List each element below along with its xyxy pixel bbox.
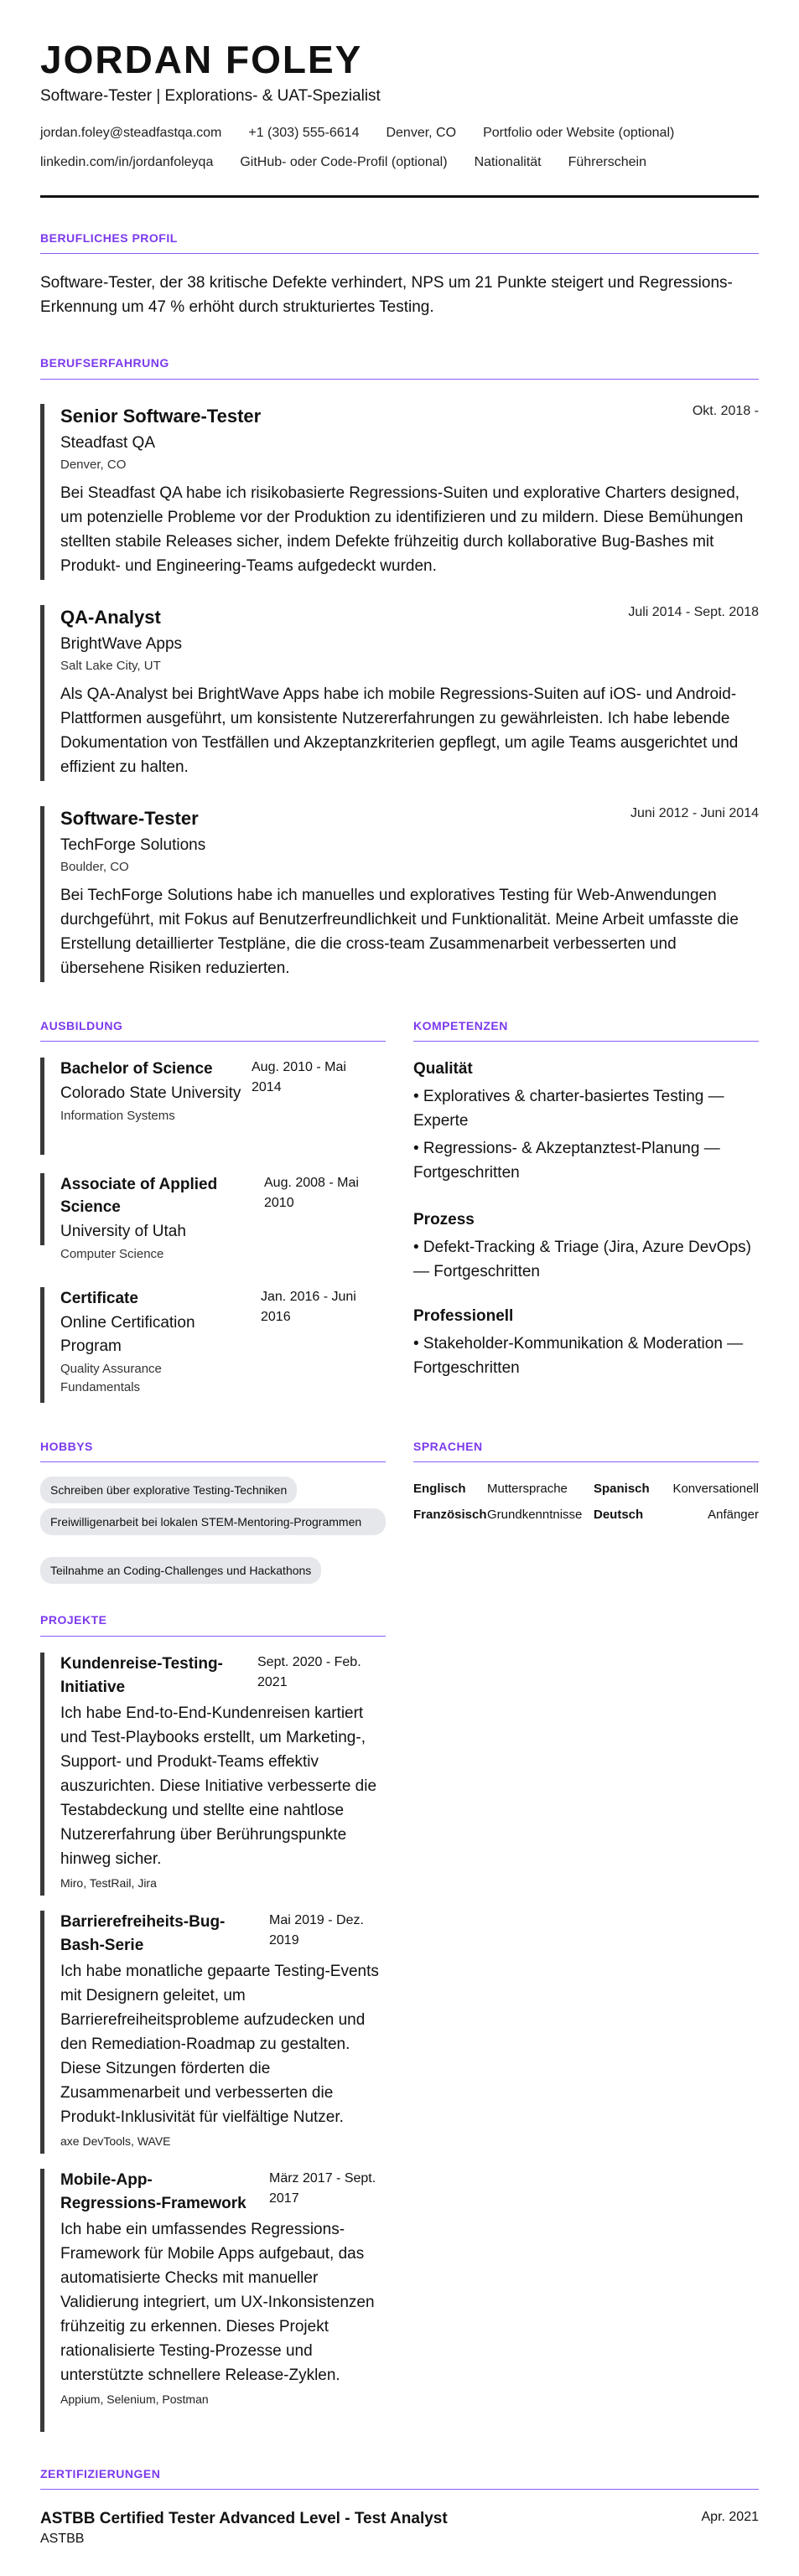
hobby-chip: Freiwilligenarbeit bei lokalen STEM-Mentoring-Programmen [40, 1508, 386, 1535]
language-name: Spanisch [594, 1482, 650, 1496]
project-date: Mai 2019 - Dez. 2019 [269, 1913, 364, 1948]
education-entry [40, 1058, 386, 1155]
section-divider [413, 1041, 759, 1042]
skill-group-title: Qualität [413, 1060, 473, 1078]
education-degree: Certificate [60, 1290, 138, 1307]
education-date: Aug. 2008 - Mai 2010 [264, 1176, 359, 1210]
job-location: Boulder, CO [60, 860, 129, 874]
project-title: Kundenreise-Testing-Initiative [60, 1655, 223, 1696]
education-field: Computer Science [60, 1247, 164, 1261]
job-company: TechForge Solutions [60, 836, 206, 854]
job-entry [40, 806, 759, 982]
section-divider [413, 1461, 759, 1462]
job-entry [40, 404, 759, 580]
education-date: Aug. 2010 - Mai 2014 [252, 1060, 346, 1094]
section-divider [40, 253, 759, 254]
education-school: Colorado State University [60, 1084, 241, 1102]
section-divider [40, 2489, 759, 2490]
project-date: März 2017 - Sept. 2017 [269, 2171, 376, 2206]
job-company: BrightWave Apps [60, 635, 183, 653]
header-divider [40, 195, 759, 198]
language-level: Grundkenntnisse [487, 1508, 583, 1522]
language-level: Konversationell [672, 1482, 759, 1496]
hobby-chip: Teilnahme an Coding-Challenges und Hackathons [40, 1557, 321, 1584]
project-title: Barrierefreiheits-Bug-Bash-Serie [60, 1913, 226, 1954]
project-date: Sept. 2020 - Feb. 2021 [257, 1655, 361, 1689]
candidate-name: JORDAN FOLEY [40, 38, 363, 81]
github-link[interactable]: GitHub- oder Code-Profil (optional) [240, 155, 448, 169]
section-divider [40, 379, 759, 380]
project-tech: axe DevTools, WAVE [60, 2134, 171, 2148]
education-field: Information Systems [60, 1109, 175, 1123]
contact-row-1 [40, 126, 759, 141]
education-entry [40, 1173, 386, 1261]
linkedin-link[interactable]: linkedin.com/in/jordanfoleyqa [40, 155, 214, 169]
section-title-certifications: ZERTIFIZIERUNGEN [40, 2467, 161, 2480]
skill-item: • Exploratives & charter-basiertes Testing — Experte [413, 1088, 724, 1130]
skill-item: • Stakeholder-Kommunikation & Moderation — Fortgeschritten [413, 1335, 744, 1377]
section-title-projects: PROJEKTE [40, 1613, 107, 1627]
contact-row-2 [40, 155, 759, 170]
candidate-subtitle: Software-Tester | Explorations- & UAT-Spezialist [40, 87, 381, 105]
job-date: Okt. 2018 - [692, 404, 759, 418]
language-name: Deutsch [594, 1508, 644, 1522]
job-date: Juli 2014 - Sept. 2018 [628, 605, 759, 619]
section-title-skills: KOMPETENZEN [413, 1019, 508, 1032]
education-degree: Associate of Applied Science [60, 1176, 218, 1216]
skill-item: • Defekt-Tracking & Triage (Jira, Azure DevOps) — Fortgeschritten [413, 1239, 751, 1280]
nationality: Nationalität [474, 155, 542, 169]
skill-group [413, 1305, 759, 1380]
language-name: Englisch [413, 1482, 466, 1496]
certification-date: Apr. 2021 [701, 2510, 759, 2524]
education-entry [40, 1287, 386, 1403]
job-entry [40, 605, 759, 781]
job-description: Bei TechForge Solutions habe ich manuelles und exploratives Testing für Web-Anwendungen durchgeführt, mit Fokus auf Benutzerfreundlichkeit und Funktionalität. Meine Arbeit umfasste die Erstellung detaillierter Testpläne, die die cross-team Zusammenarbeit verbesserten und übersehene Risiken reduzierten. [60, 887, 739, 977]
profile-summary: Software-Tester, der 38 kritische Defekte verhindert, NPS um 21 Punkte steigert und Regressions-Erkennung um 47 % erhöht durch strukturiertes Testing. [40, 274, 733, 316]
certification-issuer: ASTBB [40, 2532, 85, 2546]
job-description: Als QA-Analyst bei BrightWave Apps habe ich mobile Regressions-Suiten auf iOS- und Android-Plattformen ausgeführt, um konsistente Nutzererfahrungen zu gewährleisten. Ich habe lebende Dokumentation von Testfällen und Akzeptanzkriterien gepflegt, um agile Teams ausgerichtet und effizient zu halten. [60, 685, 739, 776]
phone-number[interactable]: +1 (303) 555-6614 [248, 126, 360, 140]
project-description: Ich habe End-to-End-Kundenreisen kartiert und Test-Playbooks erstellt, um Marketing-, Support- und Produkt-Teams effektiv auszurichten. Diese Initiative verbesserte die Testabdeckung und stellte eine nahtlose Nutzererfahrung über Berührungspunkte hinweg sicher. [60, 1704, 377, 1868]
job-title: Software-Tester [60, 808, 199, 829]
education-date: Jan. 2016 - Juni 2016 [261, 1290, 356, 1324]
project-entry [40, 1911, 386, 2154]
section-title-experience: BERUFSERFAHRUNG [40, 356, 169, 370]
project-title: Mobile-App-Regressions-Framework [60, 2171, 246, 2212]
education-degree: Bachelor of Science [60, 1060, 213, 1078]
job-description: Bei Steadfast QA habe ich risikobasierte Regressions-Suiten und explorative Charters designed, um potenzielle Probleme vor der Produktion zu identifizieren und zu mildern. Diese Bemühungen stellten stabile Releases sicher, indem Defekte frühzeitig durch kollaborative Bug-Bashes mit Produkt- und Engineering-Teams aufgedeckt wurden. [60, 484, 744, 575]
section-title-profile: BERUFLICHES PROFIL [40, 231, 178, 245]
job-location: Denver, CO [60, 458, 127, 472]
project-description: Ich habe monatliche gepaarte Testing-Events mit Designern geleitet, um Barrierefreiheitsprobleme aufzudecken und den Remediation-Roadmap zu gestalten. Diese Sitzungen förderten die Zusammenarbeit und verbesserten die Produkt-Inklusivität für vielfältige Nutzer. [60, 1963, 379, 2126]
portfolio-link[interactable]: Portfolio oder Website (optional) [483, 126, 675, 140]
project-description: Ich habe ein umfassendes Regressions-Framework für Mobile Apps aufgebaut, das automatisierte Checks mit manueller Validierung integriert, um UX-Inkonsistenzen frühzeitig zu erkennen. Dieses Projekt rationalisierte Testing-Prozesse und unterstützte schnellere Release-Zyklen. [60, 2221, 375, 2384]
job-date: Juni 2012 - Juni 2014 [630, 806, 759, 820]
project-tech: Appium, Selenium, Postman [60, 2392, 209, 2406]
language-level: Muttersprache [487, 1482, 568, 1496]
education-field: Quality Assurance Fundamentals [60, 1362, 162, 1394]
location: Denver, CO [386, 126, 457, 140]
skill-item: • Regressions- & Akzeptanztest-Planung — Fortgeschritten [413, 1140, 720, 1182]
job-location: Salt Lake City, UT [60, 659, 161, 673]
section-divider [40, 1636, 386, 1637]
skill-group [413, 1058, 759, 1185]
language-level: Anfänger [708, 1508, 759, 1522]
drivers-license: Führerschein [568, 155, 646, 169]
section-title-hobbies: HOBBYS [40, 1440, 93, 1453]
project-tech: Miro, TestRail, Jira [60, 1876, 157, 1890]
education-school: University of Utah [60, 1223, 186, 1240]
education-school: Online Certification Program [60, 1314, 195, 1355]
skill-group [413, 1208, 759, 1284]
skill-group-title: Prozess [413, 1211, 475, 1229]
job-title: Senior Software-Tester [60, 406, 262, 427]
project-entry [40, 1653, 386, 1896]
email-link[interactable]: jordan.foley@steadfastqa.com [40, 126, 222, 140]
job-company: Steadfast QA [60, 434, 156, 452]
section-title-education: AUSBILDUNG [40, 1019, 123, 1032]
language-name: Französisch [413, 1508, 487, 1522]
skill-group-title: Professionell [413, 1307, 514, 1325]
project-entry [40, 2169, 386, 2432]
section-divider [40, 1461, 386, 1462]
section-divider [40, 1041, 386, 1042]
job-title: QA-Analyst [60, 607, 161, 628]
certification-title: ASTBB Certified Tester Advanced Level - Test Analyst [40, 2510, 448, 2527]
section-title-languages: SPRACHEN [413, 1440, 483, 1453]
hobby-chip: Schreiben über explorative Testing-Techniken [40, 1477, 297, 1503]
